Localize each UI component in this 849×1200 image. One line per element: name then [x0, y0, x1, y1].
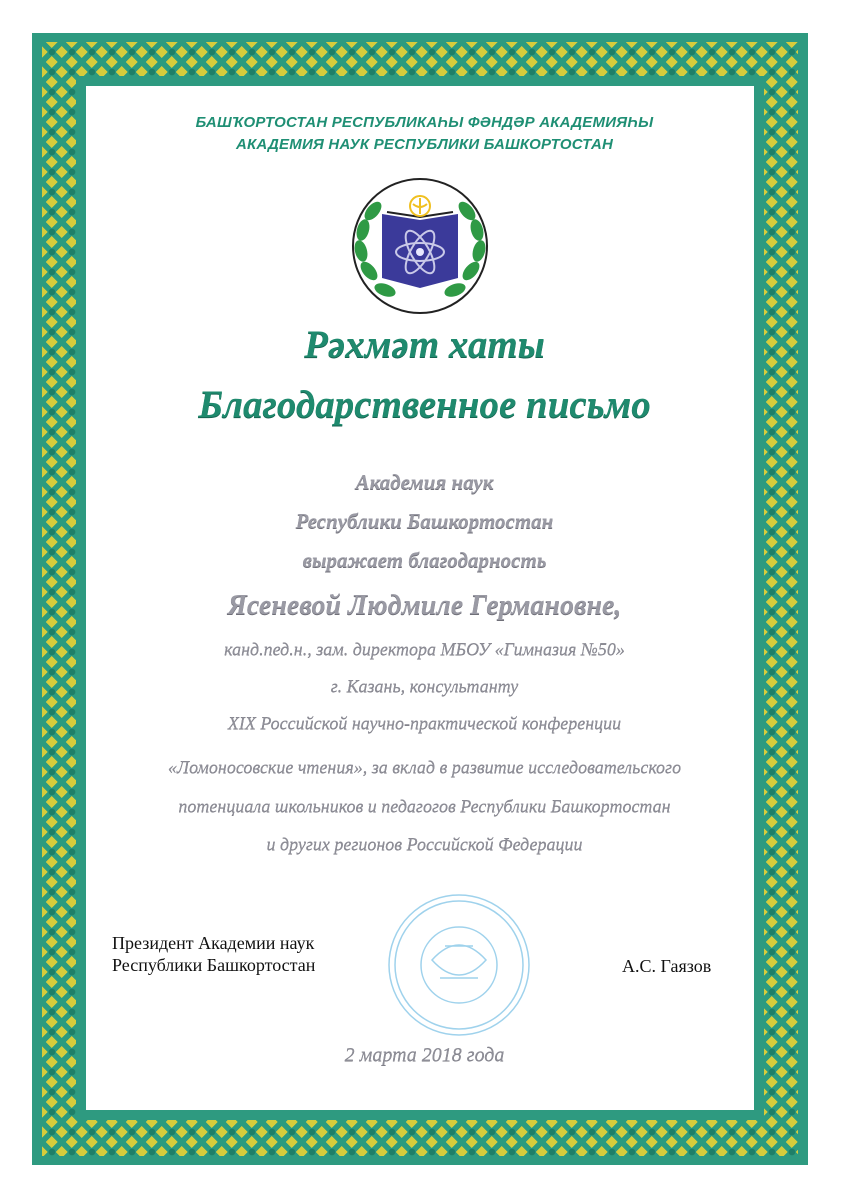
recipient-title: канд.пед.н., зам. директора МБОУ «Гимназия №50»	[224, 639, 625, 659]
organization-line-3: выражает благодарность	[302, 548, 547, 572]
stamp-icon	[370, 890, 548, 1040]
body-line-3: XIX Российской научно-практической конференции	[227, 713, 622, 733]
recipient-city: г. Казань, консультанту	[330, 676, 519, 696]
organization-line-1: Академия наук	[355, 470, 494, 494]
signatory-position	[112, 932, 315, 976]
header-line-bashkir: БАШҠОРТОСТАН РЕСПУБЛИКАҺЫ ФӘНДӘР АКАДЕМИЯҺЫ	[195, 114, 654, 131]
recipient-name: Ясеневой Людмиле Германовне,	[227, 590, 622, 621]
body-line-5: потенциала школьников и педагогов Республики Башкортостан	[178, 796, 671, 816]
position-line-2: Республики Башкортостан	[112, 955, 316, 975]
header-line-russian: АКАДЕМИЯ НАУК РЕСПУБЛИКИ БАШКОРТОСТАН	[235, 136, 614, 153]
title-bashkir: Рәхмәт хаты	[304, 323, 545, 366]
signatory-name: А.С. Гаязов	[622, 956, 712, 976]
academy-emblem-icon	[347, 176, 493, 316]
body-line-6: и других регионов Российской Федерации	[266, 834, 583, 854]
academy-header	[0, 112, 849, 156]
position-line-1: Президент Академии наук	[112, 933, 315, 953]
body-line-4: «Ломоносовские чтения», за вклад в развитие исследовательского	[167, 757, 682, 777]
issue-date: 2 марта 2018 года	[344, 1044, 505, 1066]
organization-line-2: Республики Башкортостан	[295, 509, 554, 533]
title-russian: Благодарственное письмо	[198, 383, 651, 426]
